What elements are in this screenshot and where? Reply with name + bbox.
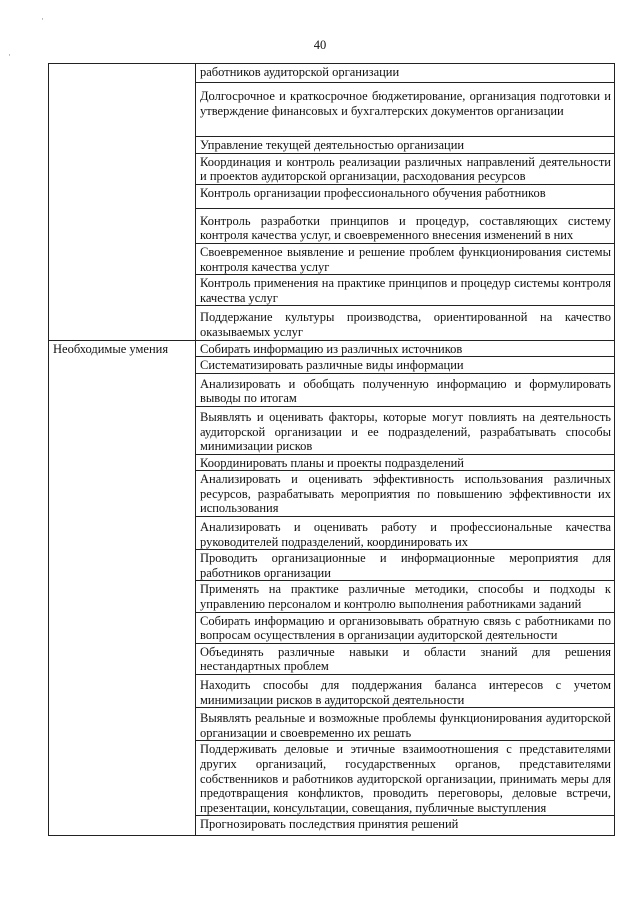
scan-mark: ·: [8, 50, 11, 60]
table-cell: Собирать информацию из различных источников: [196, 340, 615, 357]
table-row: [49, 64, 615, 83]
table-cell: Контроль разработки принципов и процедур, составляющих систему контроля качества услуг, и своевременного внесения изменений в них: [196, 208, 615, 243]
table-cell: Объединять различные навыки и области знаний для решения нестандартных проблем: [196, 643, 615, 674]
table-cell: Контроль применения на практике принципов и процедур системы контроля качества услуг: [196, 275, 615, 306]
table-cell: работников аудиторской организации: [196, 64, 615, 83]
table-cell: Применять на практике различные методики, способы и подходы к управлению персоналом и контролю выполнения работниками заданий: [196, 581, 615, 612]
table-cell: Анализировать и оценивать эффективность использования различных ресурсов, разрабатывать мероприятия по повышению эффективности их использования: [196, 471, 615, 517]
row-label: [49, 64, 196, 341]
table-cell: Контроль организации профессионального обучения работников: [196, 184, 615, 208]
table-cell: Прогнозировать последствия принятия решений: [196, 816, 615, 836]
table-cell: Своевременное выявление и решение проблем функционирования системы контроля качества услуг: [196, 243, 615, 274]
page-number: 40: [313, 38, 327, 52]
table-row: [49, 340, 615, 357]
scan-mark: ·: [41, 14, 44, 24]
table-cell: Находить способы для поддержания баланса интересов с учетом минимизации рисков в аудиторской деятельности: [196, 675, 615, 708]
table-cell: Собирать информацию и организовывать обратную связь с работниками по вопросам осуществления в организации аудиторской деятельности: [196, 612, 615, 643]
table-cell: Поддержание культуры производства, ориентированной на качество оказываемых услуг: [196, 306, 615, 340]
table-cell: Анализировать и обобщать полученную информацию и формулировать выводы по итогам: [196, 373, 615, 406]
table-cell: Поддерживать деловые и этичные взаимоотношения с представителями других организаций, государственных органов, представителями собственников и работников аудиторской организации, принимать меры для предотвращения конфликтов, проводить переговоры, деловые встречи, презентации, консультации, совещания, публичные выступления: [196, 741, 615, 816]
table-cell: Выявлять реальные и возможные проблемы функционирования аудиторской организации и своевременно их решать: [196, 708, 615, 741]
table-cell: Выявлять и оценивать факторы, которые могут повлиять на деятельность аудиторской организации и ее подразделений, разрабатывать способы минимизации рисков: [196, 406, 615, 454]
table-cell: Координировать планы и проекты подразделений: [196, 454, 615, 471]
row-label: Необходимые умения: [49, 340, 196, 836]
table-cell: Управление текущей деятельностью организации: [196, 137, 615, 154]
table-cell: Долгосрочное и краткосрочное бюджетирование, организация подготовки и утверждение финансовых и бухгалтерских документов организации: [196, 83, 615, 137]
table-cell: Анализировать и оценивать работу и профессиональные качества руководителей подразделений, координировать их: [196, 517, 615, 550]
table-cell: Проводить организационные и информационные мероприятия для работников организации: [196, 550, 615, 581]
table-cell: Систематизировать различные виды информации: [196, 357, 615, 374]
table-cell: Координация и контроль реализации различных направлений деятельности и проектов аудиторской организации, расходования ресурсов: [196, 153, 615, 184]
requirements-table: [48, 63, 615, 836]
